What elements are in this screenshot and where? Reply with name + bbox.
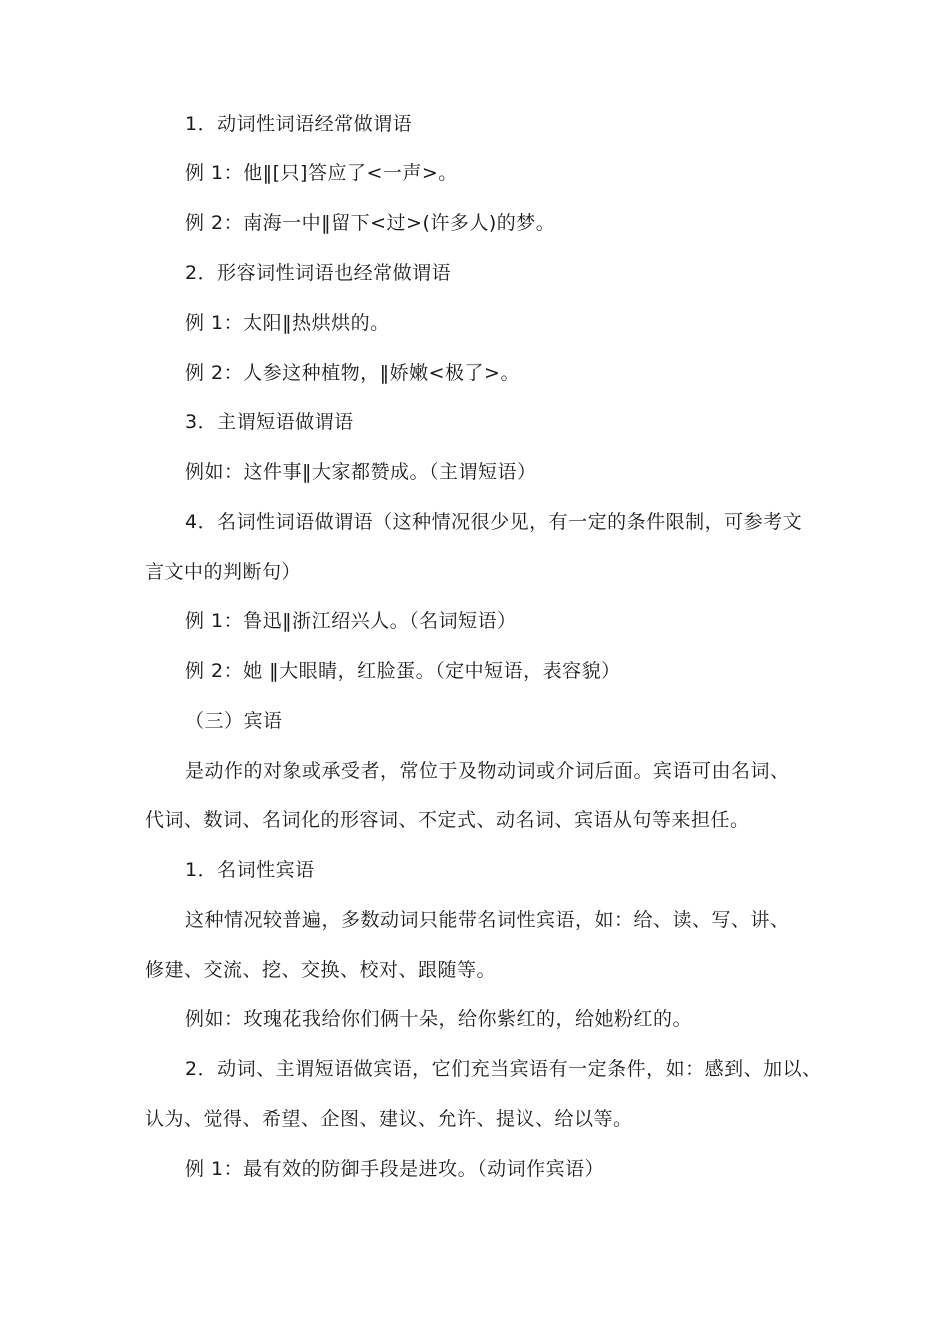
example-line: 例 1：太阳‖热烘烘的。 [185,312,390,334]
example-line: 例 2：南海一中‖留下<过>(许多人)的梦。 [185,212,556,234]
example-line: 例 1：鲁迅‖浙江绍兴人。（名词短语） [185,610,517,632]
heading-verbal-predicate: 1．动词性词语经常做谓语 [185,113,413,135]
heading-adjectival-predicate: 2．形容词性词语也经常做谓语 [185,262,452,284]
example-line: 例 1：他‖[只]答应了<一声>。 [185,162,458,184]
example-line: 例 2：人参这种植物，‖娇嫩<极了>。 [185,362,520,384]
paragraph-line: 是动作的对象或承受者，常位于及物动词或介词后面。宾语可由名词、 [185,760,790,782]
example-line: 例如：这件事‖大家都赞成。（主谓短语） [185,461,537,483]
section-heading-object: （三）宾语 [185,710,283,732]
heading-subject-predicate-phrase: 3．主谓短语做谓语 [185,411,354,433]
example-line: 例 1：最有效的防御手段是进攻。（动词作宾语） [185,1158,605,1180]
heading-nominal-predicate: 4．名词性词语做谓语（这种情况很少见，有一定的条件限制，可参考文 [185,511,803,533]
paragraph-line: 这种情况较普遍，多数动词只能带名词性宾语，如：给、读、写、讲、 [185,909,790,931]
heading-verbal-object: 2．动词、主谓短语做宾语，它们充当宾语有一定条件，如：感到、加以、 [185,1058,822,1080]
example-line: 例 2：她 ‖大眼睛，红脸蛋。（定中短语，表容貌） [185,660,621,682]
heading-nominal-object: 1．名词性宾语 [185,859,315,881]
paragraph-continuation: 代词、数词、名词化的形容词、不定式、动名词、宾语从句等来担任。 [145,809,750,831]
paragraph-continuation: 认为、觉得、希望、企图、建议、允许、提议、给以等。 [145,1108,633,1130]
paragraph-continuation: 修建、交流、挖、交换、校对、跟随等。 [145,959,497,981]
paragraph-continuation: 言文中的判断句） [145,561,302,583]
example-line: 例如：玫瑰花我给你们俩十朵，给你紫红的，给她粉红的。 [185,1008,693,1030]
